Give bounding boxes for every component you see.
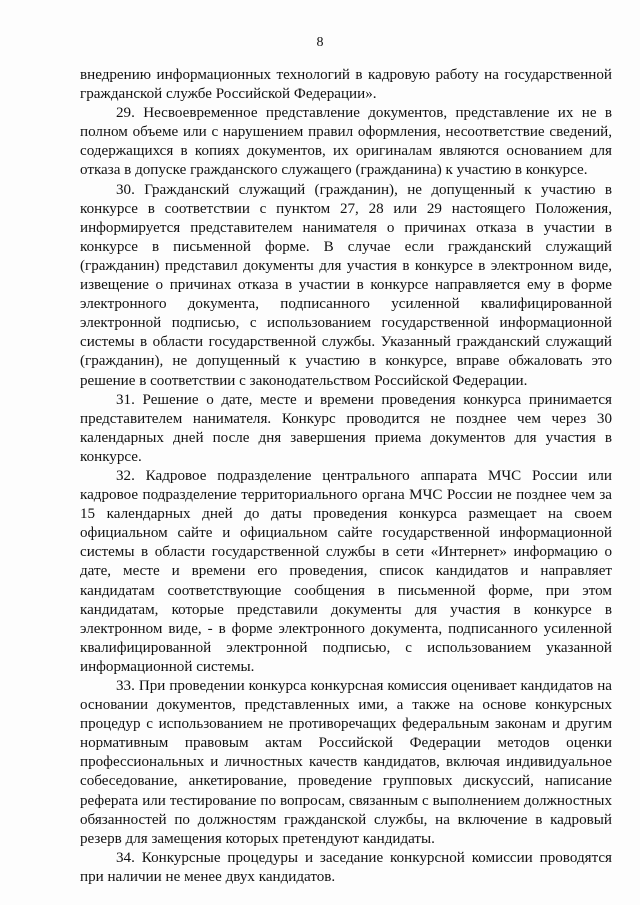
page-number: 8 [316,35,324,50]
paragraph-item-29: 29. Несвоевременное представление документов, представление их не в полном объеме или с нарушением правил оформления, несоответствие сведений, содержащихся в копиях документов, их оригиналам являются основанием для отказа в допуске гражданского служащего (гражданина) к участию в конкурсе. [80,105,612,179]
paragraph-item-33: 33. При проведении конкурса конкурсная комиссия оценивает кандидатов на основании документов, представленных ими, а также на основе конкурсных процедур с использованием не противоречащих федеральным законам и другим нормативным правовым актам Российской Федерации методов оценки профессиональных и личностных качеств кандидатов, включая индивидуальное собеседование, анкетирование, проведение групповых дискуссий, написание реферата или тестирование по вопросам, связанным с выполнением должностных обязанностей по должностям гражданской службы, на включение в кадровый резерв для замещения которых претендуют кандидаты. [80,678,612,847]
paragraph-item-30: 30. Гражданский служащий (гражданин), не допущенный к участию в конкурсе в соответствии с пунктом 27, 28 или 29 настоящего Положения, информируется представителем нанимателя о причинах отказа в участии в конкурсе в письменной форме. В случае если гражданский служащий (гражданин) представил документы для участия в конкурсе в электронном виде, извещение о причинах отказа в участии в конкурсе направляется ему в форме электронного документа, подписанного усиленной квалифицированной электронной подписью, с использованием государственной информационной системы в области государственной службы. Указанный гражданский служащий (гражданин), не допущенный к участию в конкурсе, вправе обжаловать это решение в соответствии с законодательством Российской Федерации. [80,181,612,389]
paragraph-item-34: 34. Конкурсные процедуры и заседание конкурсной комиссии проводятся при наличии не менее двух кандидатов. [80,849,612,885]
paragraph-continuation: внедрению информационных технологий в кадровую работу на государственной гражданской службе Российской Федерации». [80,67,612,103]
paragraph-item-31: 31. Решение о дате, месте и времени проведения конкурса принимается представителем нанимателя. Конкурс проводится не позднее чем через 30 календарных дней после дня завершения приема документов для участия в конкурсе. [80,391,612,465]
document-body [80,66,612,887]
paragraph-item-32: 32. Кадровое подразделение центрального аппарата МЧС России или кадровое подразделение территориального органа МЧС России не позднее чем за 15 календарных дней до даты проведения конкурса размещает на своем официальном сайте и официальном сайте государственной информационной системы в области государственной службы в сети «Интернет» информацию о дате, месте и времени его проведения, список кандидатов и направляет кандидатам соответствующие сообщения в письменной форме, при этом кандидатам, которые представили документы для участия в конкурсе в электронном виде, - в форме электронного документа, подписанного усиленной квалифицированной электронной подписью, с использованием указанной информационной системы. [80,467,612,675]
